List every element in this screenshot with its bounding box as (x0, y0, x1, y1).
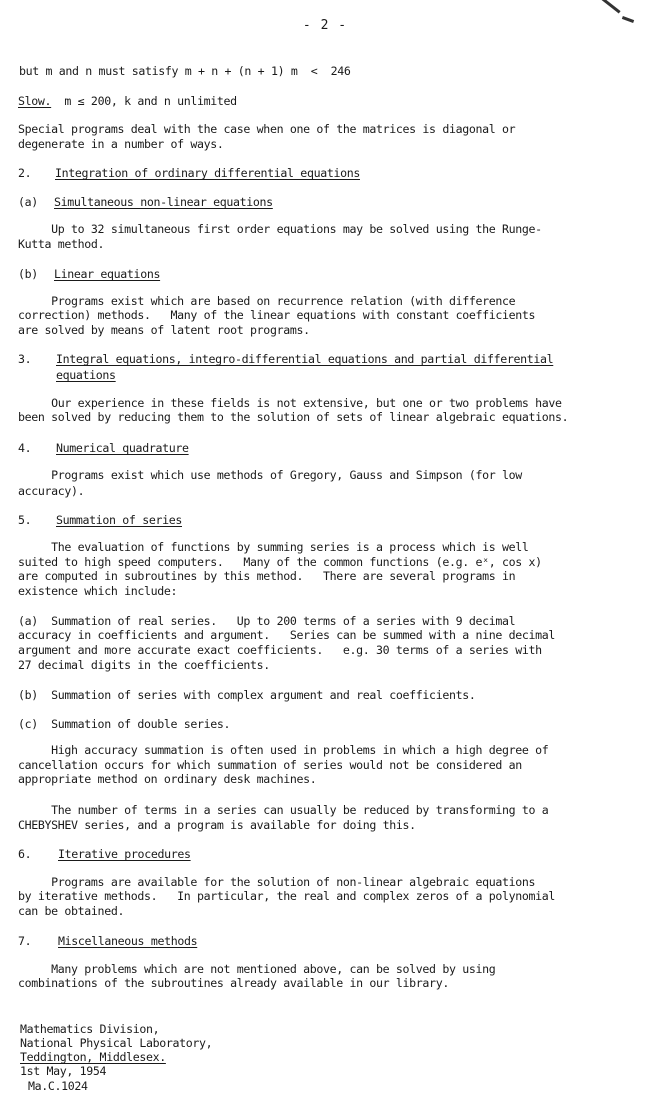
section-number: 4. (18, 441, 32, 455)
slow-text: m ≤ 200, k and n unlimited (51, 94, 237, 108)
body-line: accuracy in coefficients and argument. Series can be summed with a nine decimal (18, 628, 556, 642)
subsection-heading: Linear equations (54, 267, 161, 281)
body-line: (c) Summation of double series. (18, 717, 231, 731)
body-line: Kutta method. (18, 237, 105, 251)
body-line (18, 94, 237, 108)
body-line: been solved by reducing them to the solution of sets of linear algebraic equations. (18, 410, 569, 424)
section-heading: Numerical quadrature (56, 441, 189, 455)
signature-line: 1st May, 1954 (20, 1064, 107, 1078)
subsection-heading: Simultaneous non-linear equations (54, 195, 273, 209)
body-line: Our experience in these fields is not extensive, but one or two problems have (18, 396, 562, 410)
body-line: The evaluation of functions by summing series is a process which is well (18, 540, 529, 554)
body-line: High accuracy summation is often used in problems in which a high degree of (18, 743, 549, 757)
body-line: Programs are available for the solution of non-linear algebraic equations (18, 875, 536, 889)
body-line: are computed in subroutines by this method. There are several programs in (18, 569, 516, 583)
corner-mark (601, 0, 620, 13)
section-heading: equations (56, 368, 116, 382)
body-line: can be obtained. (18, 904, 125, 918)
body-line: (b) Summation of series with complex argument and real coefficients. (18, 688, 476, 702)
body-line: degenerate in a number of ways. (18, 137, 224, 151)
section-number: 7. (18, 934, 32, 948)
body-line: argument and more accurate exact coefficients. e.g. 30 terms of a series with (18, 643, 542, 657)
signature-line: National Physical Laboratory, (20, 1036, 213, 1050)
subsection-number: (a) (18, 195, 38, 209)
body-line: cancellation occurs for which summation of series would not be considered an (18, 758, 522, 772)
page-number: - 2 - (302, 18, 348, 33)
body-line: Many problems which are not mentioned above, can be solved by using (18, 962, 496, 976)
body-line: but m and n must satisfy m + n + (n + 1) m < 246 (19, 64, 351, 78)
section-heading: Summation of series (56, 513, 182, 527)
section-number: 6. (18, 847, 32, 861)
body-line: suited to high speed computers. Many of the common functions (e.g. eˣ, cos x) (18, 555, 542, 569)
body-line: by iterative methods. In particular, the real and complex zeros of a polynomial (18, 889, 556, 903)
reference-code: Ma.C.1024 (28, 1079, 88, 1093)
subsection-number: (b) (18, 267, 38, 281)
body-line: are solved by means of latent root programs. (18, 323, 310, 337)
section-number: 3. (18, 352, 32, 366)
body-line: correction) methods. Many of the linear equations with constant coefficients (18, 308, 536, 322)
body-line: Programs exist which are based on recurrence relation (with difference (18, 294, 516, 308)
body-line: The number of terms in a series can usually be reduced by transforming to a (18, 803, 549, 817)
signature-line: Teddington, Middlesex. (20, 1050, 166, 1064)
body-line: Special programs deal with the case when one of the matrices is diagonal or (18, 122, 516, 136)
body-line: Up to 32 simultaneous first order equations may be solved using the Runge- (18, 222, 542, 236)
section-heading: Integration of ordinary differential equations (55, 166, 360, 180)
body-line: combinations of the subroutines already available in our library. (18, 976, 449, 990)
body-line: existence which include: (18, 584, 178, 598)
section-heading: Integral equations, integro-differential equations and partial differential (56, 352, 554, 366)
body-line: Programs exist which use methods of Gregory, Gauss and Simpson (for low (18, 468, 522, 482)
slow-label: Slow. (18, 94, 52, 108)
section-heading: Iterative procedures (58, 847, 191, 861)
section-heading: Miscellaneous methods (58, 934, 198, 948)
signature-line: Mathematics Division, (20, 1022, 160, 1036)
body-line: appropriate method on ordinary desk machines. (18, 772, 317, 786)
body-line: 27 decimal digits in the coefficients. (18, 658, 270, 672)
section-number: 5. (18, 513, 32, 527)
section-number: 2. (18, 166, 32, 180)
body-line: accuracy). (18, 484, 85, 498)
body-line: CHEBYSHEV series, and a program is available for doing this. (18, 818, 416, 832)
body-line: (a) Summation of real series. Up to 200 terms of a series with 9 decimal (18, 614, 516, 628)
